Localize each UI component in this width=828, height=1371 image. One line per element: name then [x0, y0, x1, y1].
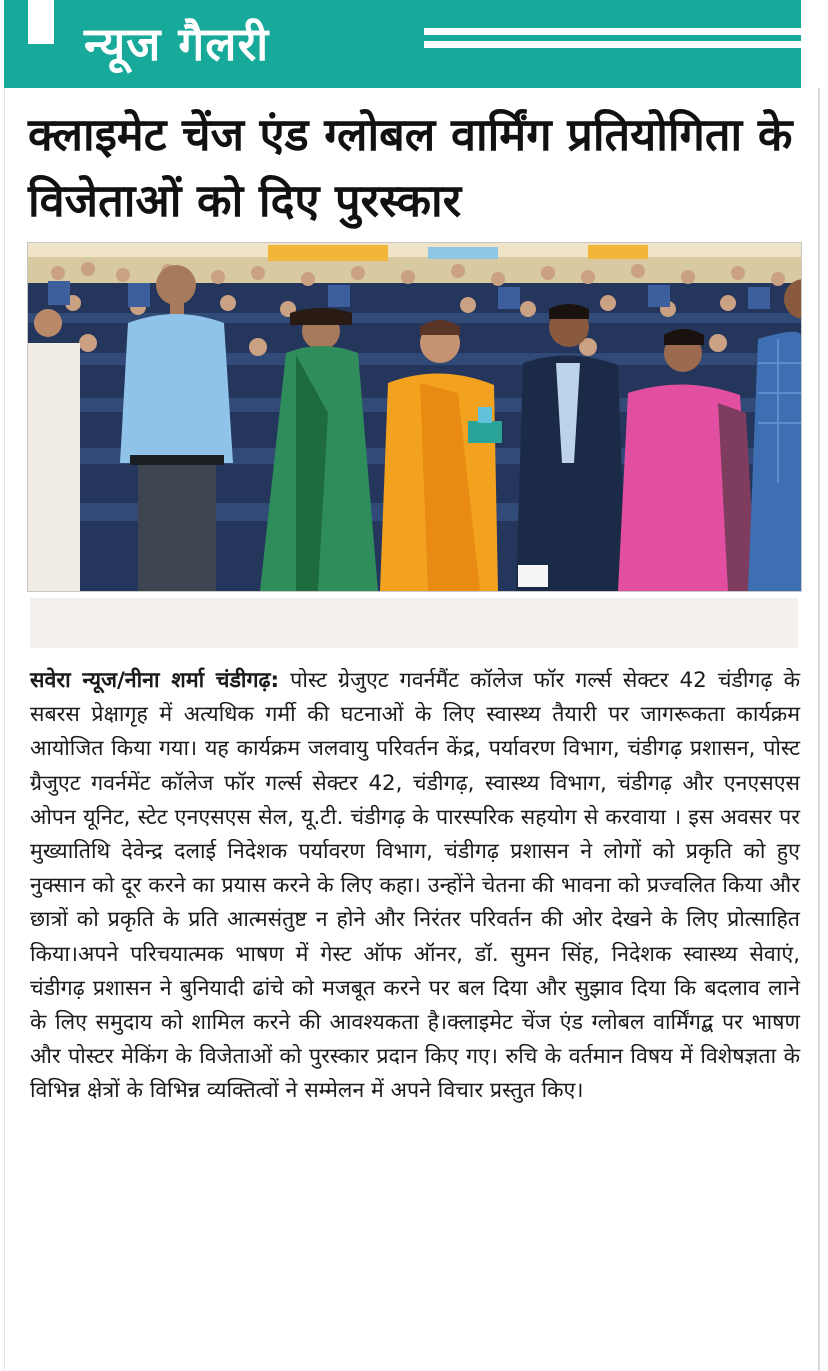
- photo-caption-area: [30, 598, 798, 648]
- article-headline: क्लाइमेट चेंज एंड ग्लोबल वार्मिंग प्रतियोगिता के विजेताओं को दिए पुरस्कार: [28, 108, 793, 227]
- header-notch-decoration: [28, 0, 54, 44]
- left-border: [4, 88, 5, 1371]
- section-title: न्यूज गैलरी: [84, 17, 270, 71]
- right-border: [818, 88, 820, 1371]
- article-byline: सवेरा न्यूज/नीना शर्मा चंडीगढ़:: [30, 668, 280, 693]
- article-text: पोस्ट ग्रेजुएट गवर्नमैंट कॉलेज फॉर गर्ल्स सेक्टर 42 चंडीगढ़ के सबरस प्रेक्षागृह में अत्यधिक गर्मी की घटनाओं के लिए स्वास्थ्य तैयारी पर जागरूकता कार्यक्रम आयोजित किया गया। यह कार्यक्रम जलवायु परिवर्तन केंद्र, पर्यावरण विभाग, चंडीगढ़ प्रशासन, पोस्ट ग्रैजुएट गवर्नमेंट कॉलेज फॉर गर्ल्स सेक्टर 42, चंडीगढ़, स्वास्थ्य विभाग, चंडीगढ़ और एनएसएस ओपन यूनिट, स्टेट एनएसएस सेल, यू.टी. चंडीगढ़ के पारस्परिक सहयोग से करवाया । इस अवसर पर मुख्यातिथि देवेन्द्र दलाई निदेशक पर्यावरण विभाग, चंडीगढ़ प्रशासन ने लोगों को प्रकृति को हुए नुक्सान को दूर करने का प्रयास करने के लिए कहा। उन्होंने चेतना की भावना को प्रज्वलित किया और छात्रों को प्रकृति के प्रति आत्मसंतुष्ट न होने और निरंतर परिवर्तन की ओर देखने के लिए प्रोत्साहित किया।अपने परिचयात्मक भाषण में गेस्ट ऑफ ऑनर, डॉ. सुमन सिंह, निदेशक स्वास्थ्य सेवाएं, चंडीगढ़ प्रशासन ने बुनियादी ढांचे को मजबूत करने पर बल दिया और सुझाव दिया कि बदलाव लाने के लिए समुदाय को शामिल करने की आवश्यकता है।क्लाइमेट चेंज एंड ग्लोबल वार्मिंगद्ब पर भाषण और पोस्टर मेकिंग के विजेताओं को पुरस्कार प्रदान किए गए। रुचि के वर्तमान विषय में विशेषज्ञता के विभिन्न क्षेत्रों के विभिन्न व्यक्तित्वों ने सम्मेलन में अपने विचार प्रस्तुत किए।: [30, 668, 800, 1104]
- article-body: [30, 664, 800, 1109]
- header-line-decoration: [424, 28, 802, 54]
- article-photo: [27, 242, 802, 592]
- section-header: [4, 0, 801, 88]
